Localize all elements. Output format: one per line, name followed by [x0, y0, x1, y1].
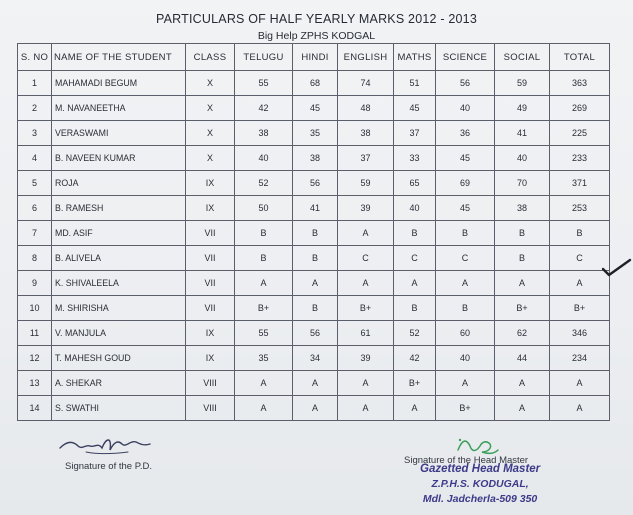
pd-signature-label: Signature of the P.D.: [65, 461, 152, 472]
table-cell: A: [394, 396, 436, 421]
table-cell: 45: [394, 96, 436, 121]
column-header: ENGLISH: [338, 44, 394, 71]
table-row: [18, 396, 610, 421]
student-name-cell: T. MAHESH GOUD: [52, 346, 186, 371]
table-row: [18, 271, 610, 296]
table-cell: 40: [495, 146, 550, 171]
table-cell: VII: [186, 246, 235, 271]
table-cell: B+: [495, 296, 550, 321]
table-cell: 269: [550, 96, 610, 121]
table-cell: 234: [550, 346, 610, 371]
student-name-cell: MD. ASIF: [52, 221, 186, 246]
table-row: [18, 71, 610, 96]
table-cell: 1: [18, 71, 52, 96]
table-cell: 5: [18, 171, 52, 196]
table-cell: 55: [235, 321, 293, 346]
table-cell: 40: [436, 96, 495, 121]
table-cell: 59: [338, 171, 394, 196]
table-cell: 56: [436, 71, 495, 96]
table-cell: B+: [394, 371, 436, 396]
table-cell: A: [394, 271, 436, 296]
table-cell: 12: [18, 346, 52, 371]
table-cell: C: [394, 246, 436, 271]
table-cell: 39: [338, 196, 394, 221]
pd-signature-icon: [56, 430, 156, 462]
table-cell: B+: [235, 296, 293, 321]
table-cell: 34: [293, 346, 338, 371]
table-cell: 59: [495, 71, 550, 96]
table-cell: 51: [394, 71, 436, 96]
stamp-line-address: Mdl. Jadcherla-509 350: [422, 493, 538, 505]
student-name-cell: M. SHIRISHA: [52, 296, 186, 321]
student-name-cell: ROJA: [52, 171, 186, 196]
table-cell: 2: [18, 96, 52, 121]
table-cell: 8: [18, 246, 52, 271]
table-cell: A: [495, 371, 550, 396]
column-header: HINDI: [293, 44, 338, 71]
table-cell: 35: [235, 346, 293, 371]
table-cell: 346: [550, 321, 610, 346]
table-cell: 225: [550, 121, 610, 146]
table-cell: 42: [235, 96, 293, 121]
table-cell: 40: [394, 196, 436, 221]
table-cell: 253: [550, 196, 610, 221]
table-cell: B: [436, 221, 495, 246]
table-cell: 52: [394, 321, 436, 346]
table-cell: 33: [394, 146, 436, 171]
table-cell: B: [235, 221, 293, 246]
table-cell: 50: [235, 196, 293, 221]
school-stamp: [420, 462, 540, 507]
table-cell: B: [293, 296, 338, 321]
table-row: [18, 246, 610, 271]
column-header: S. NO: [18, 44, 52, 71]
table-cell: B: [495, 246, 550, 271]
table-cell: A: [495, 396, 550, 421]
table-cell: 3: [18, 121, 52, 146]
table-cell: 69: [436, 171, 495, 196]
table-cell: A: [293, 271, 338, 296]
table-row: [18, 146, 610, 171]
table-cell: 45: [436, 146, 495, 171]
student-name-cell: V. MANJULA: [52, 321, 186, 346]
table-cell: A: [550, 271, 610, 296]
table-cell: 14: [18, 396, 52, 421]
table-cell: 38: [235, 121, 293, 146]
table-cell: 4: [18, 146, 52, 171]
table-header-row: [18, 44, 610, 71]
student-name-cell: VERASWAMI: [52, 121, 186, 146]
column-header: SOCIAL: [495, 44, 550, 71]
table-cell: 37: [338, 146, 394, 171]
marks-table: [17, 43, 610, 421]
table-row: [18, 171, 610, 196]
document-subtitle: Big Help ZPHS KODGAL: [257, 30, 376, 42]
table-cell: C: [436, 246, 495, 271]
table-cell: 36: [436, 121, 495, 146]
student-name-cell: B. ALIVELA: [52, 246, 186, 271]
table-cell: 68: [293, 71, 338, 96]
table-row: [18, 321, 610, 346]
table-cell: C: [338, 246, 394, 271]
table-cell: A: [338, 271, 394, 296]
table-row: [18, 121, 610, 146]
table-cell: B: [495, 221, 550, 246]
table-cell: C: [550, 246, 610, 271]
table-cell: B: [235, 246, 293, 271]
table-cell: A: [550, 396, 610, 421]
table-cell: 38: [338, 121, 394, 146]
table-cell: 41: [495, 121, 550, 146]
table-cell: 38: [293, 146, 338, 171]
document-title: PARTICULARS OF HALF YEARLY MARKS 2012 - 2013: [156, 12, 477, 26]
table-cell: VIII: [186, 371, 235, 396]
table-cell: B+: [436, 396, 495, 421]
table-row: [18, 196, 610, 221]
table-cell: 55: [235, 71, 293, 96]
table-cell: 6: [18, 196, 52, 221]
table-cell: A: [338, 371, 394, 396]
table-cell: 74: [338, 71, 394, 96]
table-cell: B: [293, 246, 338, 271]
student-name-cell: B. NAVEEN KUMAR: [52, 146, 186, 171]
student-name-cell: M. NAVANEETHA: [52, 96, 186, 121]
table-cell: A: [293, 396, 338, 421]
table-row: [18, 221, 610, 246]
column-header: SCIENCE: [436, 44, 495, 71]
table-cell: 37: [394, 121, 436, 146]
table-cell: 70: [495, 171, 550, 196]
table-cell: 45: [293, 96, 338, 121]
table-row: [18, 296, 610, 321]
table-cell: 39: [338, 346, 394, 371]
table-cell: 48: [338, 96, 394, 121]
table-cell: A: [235, 396, 293, 421]
table-cell: 38: [495, 196, 550, 221]
column-header: CLASS: [186, 44, 235, 71]
table-cell: 10: [18, 296, 52, 321]
table-cell: 41: [293, 196, 338, 221]
table-cell: A: [436, 271, 495, 296]
table-cell: B: [394, 221, 436, 246]
table-cell: A: [495, 271, 550, 296]
table-row: [18, 371, 610, 396]
table-row: [18, 346, 610, 371]
student-name-cell: B. RAMESH: [52, 196, 186, 221]
column-header: TOTAL: [550, 44, 610, 71]
table-cell: B: [550, 221, 610, 246]
table-cell: B: [436, 296, 495, 321]
table-cell: IX: [186, 171, 235, 196]
table-cell: VII: [186, 271, 235, 296]
table-cell: 7: [18, 221, 52, 246]
table-cell: 60: [436, 321, 495, 346]
table-cell: 40: [235, 146, 293, 171]
student-name-cell: S. SWATHI: [52, 396, 186, 421]
table-cell: 35: [293, 121, 338, 146]
table-cell: A: [338, 396, 394, 421]
table-row: [18, 96, 610, 121]
student-name-cell: K. SHIVALEELA: [52, 271, 186, 296]
table-cell: B+: [338, 296, 394, 321]
table-cell: 11: [18, 321, 52, 346]
table-cell: X: [186, 71, 235, 96]
table-cell: 9: [18, 271, 52, 296]
table-cell: A: [293, 371, 338, 396]
tick-mark-icon: [601, 258, 633, 278]
table-cell: IX: [186, 321, 235, 346]
table-cell: 45: [436, 196, 495, 221]
table-cell: 44: [495, 346, 550, 371]
student-name-cell: MAHAMADI BEGUM: [52, 71, 186, 96]
table-cell: 65: [394, 171, 436, 196]
table-cell: 363: [550, 71, 610, 96]
table-cell: B: [394, 296, 436, 321]
table-cell: A: [235, 271, 293, 296]
table-cell: A: [436, 371, 495, 396]
column-header: MATHS: [394, 44, 436, 71]
stamp-line-title: Gazetted Head Master: [420, 463, 541, 475]
table-cell: A: [338, 221, 394, 246]
table-cell: 42: [394, 346, 436, 371]
table-cell: A: [550, 371, 610, 396]
table-body: [18, 71, 610, 421]
table-cell: 61: [338, 321, 394, 346]
table-cell: 56: [293, 171, 338, 196]
column-header: NAME OF THE STUDENT: [52, 44, 186, 71]
table-cell: B: [293, 221, 338, 246]
stamp-line-school: Z.P.H.S. KODUGAL,: [431, 478, 529, 490]
hm-signature-label: Signature of the Head Master: [404, 455, 529, 466]
table-cell: B+: [550, 296, 610, 321]
table-cell: VIII: [186, 396, 235, 421]
table-cell: X: [186, 146, 235, 171]
table-cell: 62: [495, 321, 550, 346]
table-cell: 371: [550, 171, 610, 196]
table-cell: 52: [235, 171, 293, 196]
table-cell: X: [186, 96, 235, 121]
table-cell: 40: [436, 346, 495, 371]
table-cell: IX: [186, 346, 235, 371]
table-cell: A: [235, 371, 293, 396]
column-header: TELUGU: [235, 44, 293, 71]
table-cell: 233: [550, 146, 610, 171]
student-name-cell: A. SHEKAR: [52, 371, 186, 396]
table-cell: 56: [293, 321, 338, 346]
table-cell: 49: [495, 96, 550, 121]
table-cell: VII: [186, 221, 235, 246]
table-cell: IX: [186, 196, 235, 221]
table-cell: 13: [18, 371, 52, 396]
table-cell: VII: [186, 296, 235, 321]
table-cell: X: [186, 121, 235, 146]
